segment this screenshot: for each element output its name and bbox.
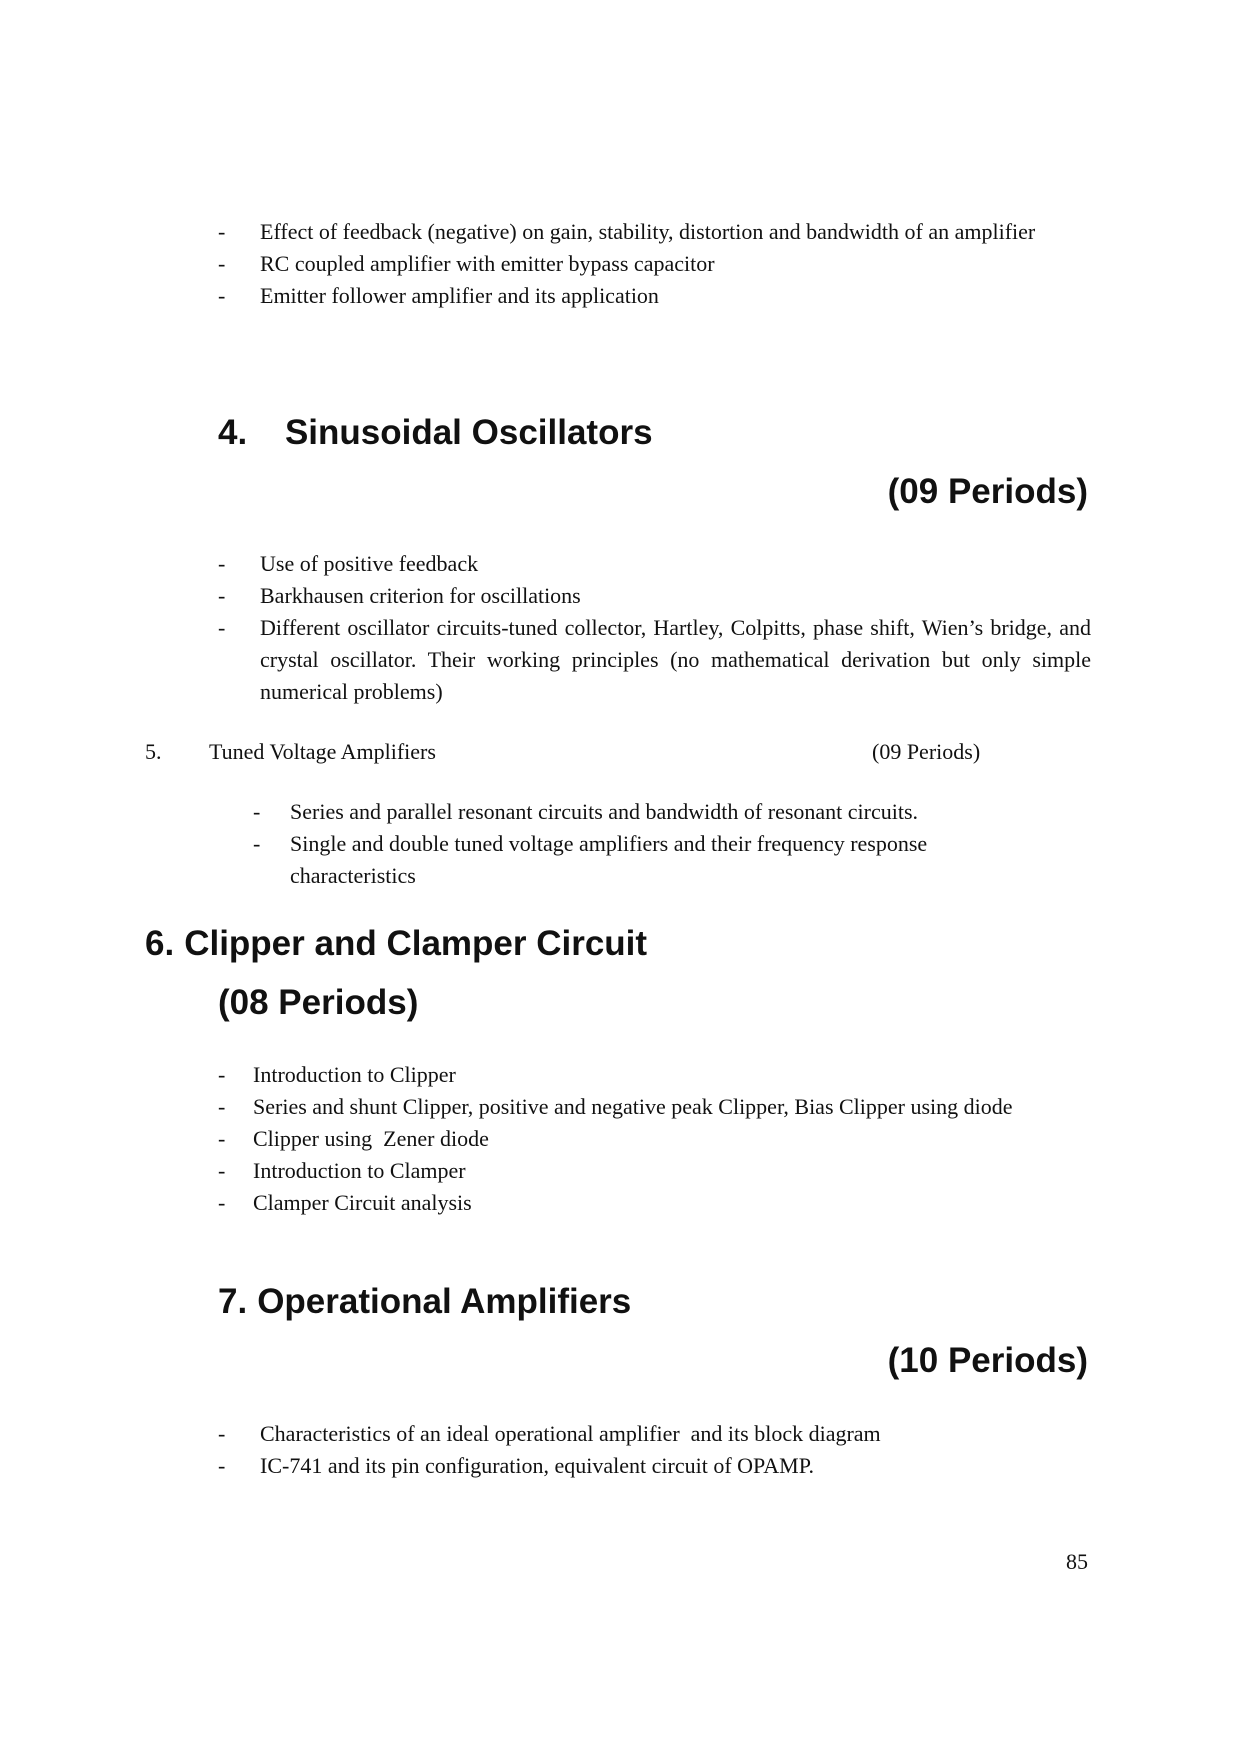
bullet-dash: - bbox=[218, 1190, 226, 1215]
section-6-heading bbox=[145, 922, 647, 966]
list-item-text: Use of positive feedback bbox=[260, 551, 479, 576]
bullet-dash: - bbox=[218, 1158, 226, 1183]
bullet-dash: - bbox=[218, 551, 226, 576]
section-number: 4. bbox=[218, 413, 248, 452]
list-item bbox=[253, 796, 1013, 828]
section-5-number: 5. bbox=[145, 739, 162, 764]
section-7-heading bbox=[218, 1280, 631, 1324]
list-item-text: Clipper using Zener diode bbox=[253, 1126, 489, 1151]
list-item bbox=[218, 1187, 1063, 1219]
list-item bbox=[218, 1155, 1063, 1187]
list-item bbox=[218, 1123, 1063, 1155]
bullet-dash: - bbox=[253, 799, 261, 824]
list-item bbox=[218, 1418, 1063, 1450]
bullet-dash: - bbox=[218, 1453, 226, 1478]
list-item bbox=[253, 828, 1013, 892]
section-6-periods: (08 Periods) bbox=[218, 983, 419, 1022]
list-item-text: IC-741 and its pin configuration, equivalent circuit of OPAMP. bbox=[260, 1453, 815, 1478]
section-title: Operational Amplifiers bbox=[257, 1282, 632, 1321]
bullet-dash: - bbox=[218, 1062, 226, 1087]
section-7-bullet-list bbox=[218, 1418, 1063, 1482]
section-4-bullet-list bbox=[218, 548, 1091, 708]
list-item-text: Series and parallel resonant circuits and bandwidth of resonant circuits. bbox=[290, 799, 919, 824]
bullet-dash: - bbox=[218, 219, 226, 244]
list-item-text: Effect of feedback (negative) on gain, stability, distortion and bandwidth of an amplifier bbox=[260, 219, 1036, 244]
list-item bbox=[218, 1450, 1063, 1482]
bullet-dash: - bbox=[253, 831, 261, 856]
bullet-dash: - bbox=[218, 251, 226, 276]
list-item-text: Single and double tuned voltage amplifiers and their frequency response characteristics bbox=[290, 831, 928, 888]
list-item bbox=[218, 580, 1091, 612]
list-item bbox=[218, 1091, 1063, 1123]
section-title: Sinusoidal Oscillators bbox=[284, 413, 653, 452]
list-item bbox=[218, 612, 1091, 708]
list-item-text: Introduction to Clipper bbox=[253, 1062, 456, 1087]
list-item-text: Series and shunt Clipper, positive and negative peak Clipper, Bias Clipper using diode bbox=[253, 1094, 1013, 1119]
section-7-periods: (10 Periods) bbox=[887, 1341, 1088, 1380]
section-5-periods: (09 Periods) bbox=[872, 739, 981, 764]
list-item-text: Clamper Circuit analysis bbox=[253, 1190, 472, 1215]
section-number: 6. bbox=[145, 924, 175, 963]
list-item-text: Introduction to Clamper bbox=[253, 1158, 466, 1183]
list-item-text: Emitter follower amplifier and its application bbox=[260, 283, 659, 308]
section-5-title: Tuned Voltage Amplifiers bbox=[209, 739, 436, 764]
list-item bbox=[218, 248, 1038, 280]
list-item bbox=[218, 216, 1038, 248]
bullet-dash: - bbox=[218, 583, 226, 608]
list-item bbox=[218, 1059, 1063, 1091]
bullet-dash: - bbox=[218, 1094, 226, 1119]
list-item bbox=[218, 280, 1038, 312]
section-title: Clipper and Clamper Circuit bbox=[184, 924, 648, 963]
bullet-dash: - bbox=[218, 615, 226, 640]
bullet-dash: - bbox=[218, 283, 226, 308]
section-6-bullet-list bbox=[218, 1059, 1063, 1219]
top-bullet-list bbox=[218, 216, 1038, 312]
page-number: 85 bbox=[1066, 1549, 1088, 1574]
bullet-dash: - bbox=[218, 1126, 226, 1151]
bullet-dash: - bbox=[218, 1421, 226, 1446]
section-number: 7. bbox=[218, 1282, 248, 1321]
list-item bbox=[218, 548, 1091, 580]
section-4-periods: (09 Periods) bbox=[887, 472, 1088, 511]
list-item-text: Barkhausen criterion for oscillations bbox=[260, 583, 581, 608]
list-item-text: Characteristics of an ideal operational amplifier and its block diagram bbox=[260, 1421, 881, 1446]
list-item-text: RC coupled amplifier with emitter bypass capacitor bbox=[260, 251, 715, 276]
list-item-text: Different oscillator circuits-tuned collector, Hartley, Colpitts, phase shift, Wien’s bridge, and crystal oscillator. Their working principles (no mathematical derivation but only simple numerical problems) bbox=[260, 615, 1091, 704]
section-5-bullet-list bbox=[253, 796, 1013, 892]
section-4-heading bbox=[218, 411, 653, 455]
